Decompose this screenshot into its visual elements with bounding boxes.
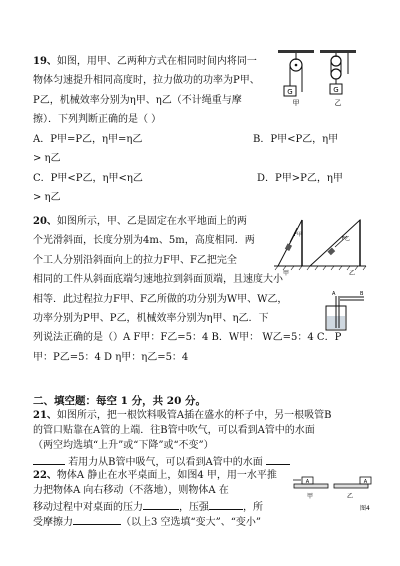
pulley-label-b: 乙 <box>334 99 342 106</box>
incline-force-b: F乙 <box>342 236 350 242</box>
q20-line-8: 甲：P乙=5：4 D η甲：η乙=5：4 <box>33 352 189 363</box>
incline-a <box>278 220 302 276</box>
q19-option-b-cont: > η乙 <box>33 153 61 164</box>
pulley-label-a: 甲 <box>292 99 300 106</box>
table-push-figure <box>292 470 380 514</box>
q22-number: 22、 <box>33 470 57 481</box>
straw-cup-figure <box>316 290 368 334</box>
q19-number: 19、 <box>33 56 57 67</box>
pulley-box-label-a: G <box>287 88 293 96</box>
q20-line-3: 个工人分别沿斜面向上的拉力F甲、F乙把完全 <box>33 255 237 266</box>
q21-blank-2[interactable] <box>266 454 290 465</box>
table-label-b: 乙 <box>346 493 354 500</box>
q21-line-2: 的管口贴靠在A管的上端．往B管中吹气，可以看到A管中的水面 <box>33 425 315 436</box>
q19-line-2: 物体匀速提升相同高度时，拉力做功的功率为P甲、 <box>33 75 260 86</box>
q20-number: 20、 <box>33 216 57 227</box>
incline-figure <box>272 212 368 276</box>
q20-line-5: 相等．此过程拉力F甲、F乙所做的功分别为W甲、W乙， <box>33 294 288 305</box>
pulley-figure-a <box>278 50 314 106</box>
q21-line-4: 若用力从B管中吸气，可以看到A管中的水面 <box>33 454 290 470</box>
table-label-a: 甲 <box>306 493 314 500</box>
q21-line-3: （两空均选填“上升”或“下降”或“不变”） <box>33 440 214 451</box>
q20-line-4: 相同的工件从斜面底端匀速地拉到斜面顶端，且速度大小 <box>33 274 283 285</box>
q20-line-2: 个光滑斜面，长度分别为4m、5m，高度相同．两 <box>33 235 255 246</box>
table-figure-b <box>334 477 371 500</box>
pulley-figure-b <box>320 50 356 106</box>
q21-number: 21、 <box>33 410 57 421</box>
q22-line-2: 力把物体A 向右移动（不落地），则物体A 在 <box>33 485 229 496</box>
q19-option-c: C．P甲<P乙，η甲<η乙 <box>33 173 143 184</box>
q20-line-1: 20、如图所示，甲、乙是固定在水平地面上的两 <box>33 216 247 227</box>
pulley-box-label-b: G <box>333 86 339 94</box>
q19-option-d: D．P甲>P乙，η甲 <box>257 173 343 184</box>
q19-option-a: A．P甲=P乙，η甲=η乙 <box>33 134 143 145</box>
figure-4-caption: 图4 <box>360 505 370 512</box>
q20-line-6: 功率分别为P甲、P乙，机械效率分别为η甲、η乙．下 <box>33 313 269 324</box>
table-box-label-b: A <box>363 479 368 485</box>
q22-line-4: 受摩擦力 （以上3 空选填“变大”、“变小” <box>33 514 261 530</box>
q21-blank-1[interactable] <box>33 454 65 465</box>
q22-blank-3[interactable] <box>73 514 121 525</box>
incline-label-b: 乙 <box>348 270 356 276</box>
q22-line-3: 移动过程中对桌面的压力 ，压强 ，所 <box>33 499 263 515</box>
q19-line-3: P乙，机械效率分别为η甲、η乙（不计绳重与摩 <box>33 95 242 106</box>
q21-line-1: 21、如图所示，把一根饮料吸管A插在盛水的杯子中，另一根吸管B <box>33 410 332 421</box>
q19-option-d-cont: > η乙 <box>33 192 61 203</box>
table-box-label-a: A <box>305 479 310 485</box>
q22-line-1: 22、物体A 静止在水平桌面上，如图4 甲，用一水平推 <box>33 470 277 481</box>
table-figure-a <box>293 477 328 500</box>
pulley-figure <box>276 48 358 106</box>
q20-line-7: 列说法正确的是（）A F甲：F乙=5：4 B．W甲： W乙=5：4 C．P <box>33 332 342 343</box>
incline-b <box>310 220 360 276</box>
q19-line-4: 擦）．下列判断正确的是（ ） <box>33 114 162 125</box>
q19-line-1: 19、如图，用甲、乙两种方式在相同时间内将同一 <box>33 56 257 67</box>
straw-label-a: A <box>332 291 336 297</box>
straw-label-b: B <box>360 291 364 297</box>
q19-option-b: B．P甲<P乙，η甲 <box>253 134 339 145</box>
q22-blank-1[interactable] <box>143 499 179 510</box>
section-title: 二、填空题：每空 1 分，共 20 分。 <box>33 395 207 407</box>
q22-blank-2[interactable] <box>209 499 243 510</box>
incline-label-a: 甲 <box>282 270 290 276</box>
incline-force-a: F甲 <box>294 232 302 238</box>
